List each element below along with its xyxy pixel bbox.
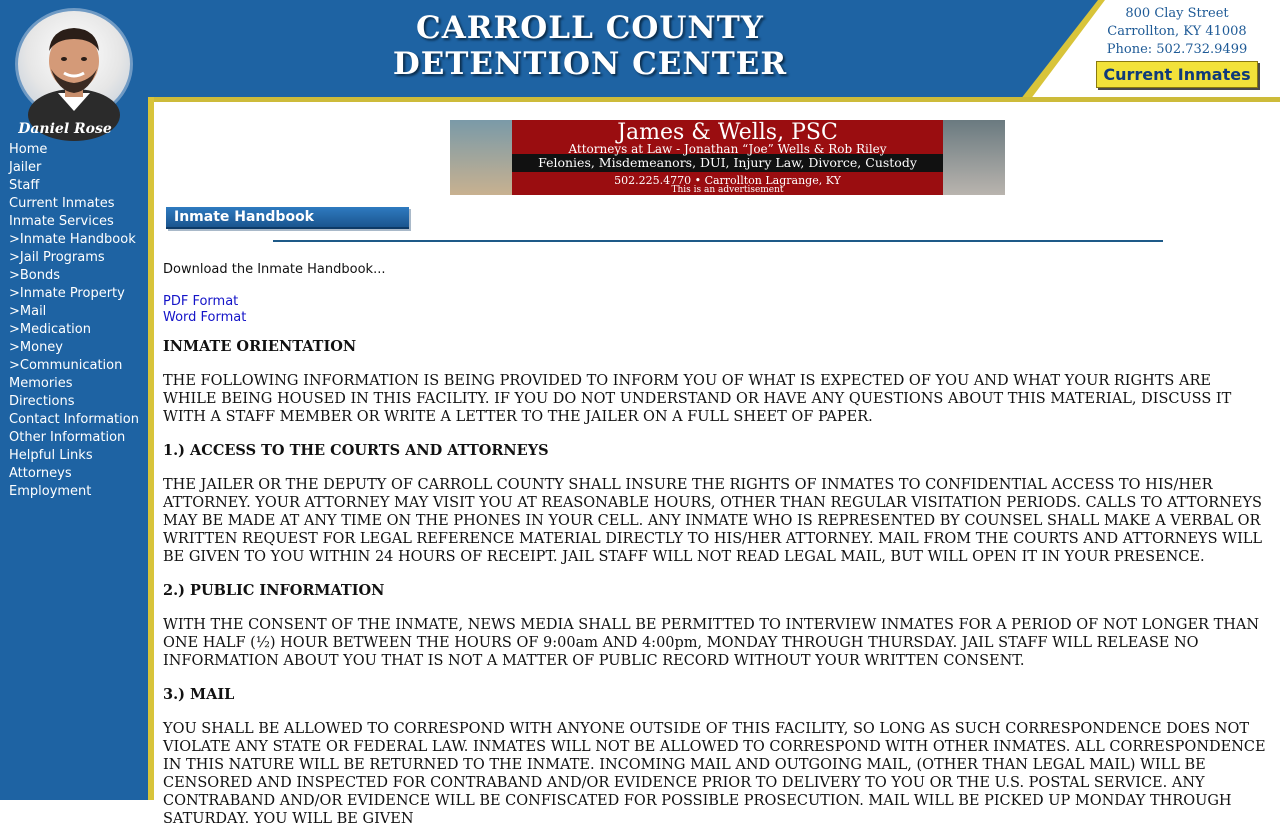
sidebar-item-memories[interactable]: Memories — [9, 376, 73, 391]
sidebar-item-other-information[interactable]: Other Information — [9, 430, 126, 445]
mail-heading: 3.) MAIL — [163, 686, 235, 703]
site-title — [390, 10, 790, 82]
sidebar-item-communication[interactable]: >Communication — [9, 358, 123, 373]
public-info-text: WITH THE CONSENT OF THE INMATE, NEWS MEDIA SHALL BE PERMITTED TO INTERVIEW INMATES FOR A PERIOD OF NOT LONGER THAN ONE HALF (½) HOUR BETWEEN THE HOURS OF 9:00am AND 4:00pm, MONDAY THROUGH THURSDAY. JAIL STAFF WILL RELEASE NO INFORMATION ABOUT YOU THAT IS NOT A MATTER OF PUBLIC RECORD WITHOUT YOUR WRITTEN CONSENT. — [163, 617, 1260, 669]
word-format-link[interactable]: Word Format — [163, 310, 247, 325]
site-title-line-1: CARROLL COUNTY — [416, 10, 764, 46]
handbook-content — [163, 262, 1269, 828]
address-phone: Phone: 502.732.9499 — [1106, 42, 1248, 57]
pdf-format-link[interactable]: PDF Format — [163, 294, 239, 309]
orientation-text: THE FOLLOWING INFORMATION IS BEING PROVIDED TO INFORM YOU OF WHAT IS EXPECTED OF YOU AND WHAT YOUR RIGHTS ARE WHILE BEING HOUSED IN THIS FACILITY. IF YOU DO NOT UNDERSTAND OR HAVE ANY QUESTIONS ABOUT THIS MATERIAL, DISCUSS IT WITH A STAFF MEMBER OR WRITE A LETTER TO THE JAILER ON A FULL SHEET OF PAPER. — [163, 373, 1232, 425]
ad-practice-line: Felonies, Misdemeanors, DUI, Injury Law, Divorce, Custody — [538, 155, 917, 170]
sidebar-item-inmate-services[interactable]: Inmate Services — [9, 214, 114, 229]
section-title: Inmate Handbook — [174, 209, 314, 225]
sidebar-item-money[interactable]: >Money — [9, 340, 63, 355]
access-heading: 1.) ACCESS TO THE COURTS AND ATTORNEYS — [163, 442, 549, 459]
sidebar-item-home[interactable]: Home — [9, 142, 48, 157]
sidebar-item-directions[interactable]: Directions — [9, 394, 75, 409]
sidebar-item-inmate-property[interactable]: >Inmate Property — [9, 286, 125, 301]
sidebar-item-mail[interactable]: >Mail — [9, 304, 47, 319]
mail-text: YOU SHALL BE ALLOWED TO CORRESPOND WITH ANYONE OUTSIDE OF THIS FACILITY, SO LONG AS SUCH CORRESPONDENCE DOES NOT VIOLATE ANY STATE OR FEDERAL LAW. INMATES WILL NOT BE ALLOWED TO CORRESPOND WITH OTHER INMATES. ALL CORRESPONDENCE IN THIS NATURE WILL BE RETURNED TO THE INMATE. INCOMING MAIL AND OUTGOING MAIL, (OTHER THAN LEGAL MAIL) WILL BE CENSORED AND INSPECTED FOR CONTRABAND AND/OR EVIDENCE PRIOR TO DELIVERY TO YOU OR THE U.S. POSTAL SERVICE. ANY CONTRABAND AND/OR EVIDENCE WILL BE CONFISCATED FOR POSSIBLE PROSECUTION. MAIL WILL BE PICKED UP MONDAY THROUGH SATURDAY. YOU WILL BE GIVEN — [163, 721, 1266, 827]
avatar-name: Daniel Rose — [18, 121, 112, 137]
ad-contact-line: 502.225.4770 • Carrollton Lagrange, KY — [614, 174, 841, 187]
access-text: THE JAILER OR THE DEPUTY OF CARROLL COUNTY SHALL INSURE THE RIGHTS OF INMATES TO CONFIDENTIAL ACCESS TO HIS/HER ATTORNEY. YOUR ATTORNEY MAY VISIT YOU AT REASONABLE HOURS, OTHER THAN REGULAR VISITATION PERIODS. CALLS TO ATTORNEYS MAY BE MADE AT ANY TIME ON THE PHONES IN YOUR CELL. ANY INMATE WHO IS REPRESENTED BY COUNSEL SHALL MAKE A VERBAL OR WRITTEN REQUEST FOR LEGAL REFERENCE MATERIAL DIRECTLY TO HIS/HER ATTORNEY. MAIL FROM THE COURTS AND ATTORNEYS WILL BE GIVEN TO YOU WITHIN 24 HOURS OF RECEIPT. JAIL STAFF WILL NOT READ LEGAL MAIL, BUT WILL OPEN IT IN YOUR PRESENCE. — [163, 477, 1263, 565]
section-divider — [273, 240, 1163, 242]
sidebar-item-bonds[interactable]: >Bonds — [9, 268, 61, 283]
public-info-heading: 2.) PUBLIC INFORMATION — [163, 582, 385, 599]
sidebar — [0, 0, 148, 800]
orientation-heading: INMATE ORIENTATION — [163, 338, 357, 355]
sidebar-item-jail-programs[interactable]: >Jail Programs — [9, 250, 105, 265]
site-header — [0, 0, 1280, 100]
address-street: 800 Clay Street — [1125, 6, 1229, 21]
sidebar-item-jailer[interactable]: Jailer — [9, 160, 42, 175]
sidebar-item-staff[interactable]: Staff — [9, 178, 40, 193]
sidebar-item-current-inmates[interactable]: Current Inmates — [9, 196, 115, 211]
address-city: Carrollton, KY 41008 — [1107, 24, 1247, 39]
ad-firm-name: James & Wells, PSC — [617, 120, 838, 145]
avatar — [15, 8, 133, 120]
main-content — [154, 102, 1280, 827]
download-intro: Download the Inmate Handbook... — [163, 262, 386, 277]
ad-disclaimer: This is an advertisement — [671, 185, 784, 195]
sidebar-item-employment[interactable]: Employment — [9, 484, 92, 499]
sidebar-item-medication[interactable]: >Medication — [9, 322, 91, 337]
sidebar-nav — [9, 141, 139, 501]
ad-photo-right — [943, 120, 1005, 195]
site-title-line-2: DETENTION CENTER — [392, 46, 788, 82]
ad-photo-left — [450, 120, 512, 195]
jailer-portrait-icon — [18, 11, 130, 117]
current-inmates-button[interactable]: Current Inmates — [1096, 61, 1258, 88]
sidebar-item-inmate-handbook[interactable]: >Inmate Handbook — [9, 232, 136, 247]
address-block — [1098, 5, 1256, 59]
attorney-ad-banner[interactable] — [450, 120, 1005, 195]
ad-attorneys-line: Attorneys at Law - Jonathan “Joe” Wells & Rob Riley — [568, 142, 887, 156]
section-title-tab — [166, 207, 409, 229]
sidebar-item-contact-information[interactable]: Contact Information — [9, 412, 139, 427]
sidebar-item-attorneys[interactable]: Attorneys — [9, 466, 72, 481]
sidebar-item-helpful-links[interactable]: Helpful Links — [9, 448, 93, 463]
